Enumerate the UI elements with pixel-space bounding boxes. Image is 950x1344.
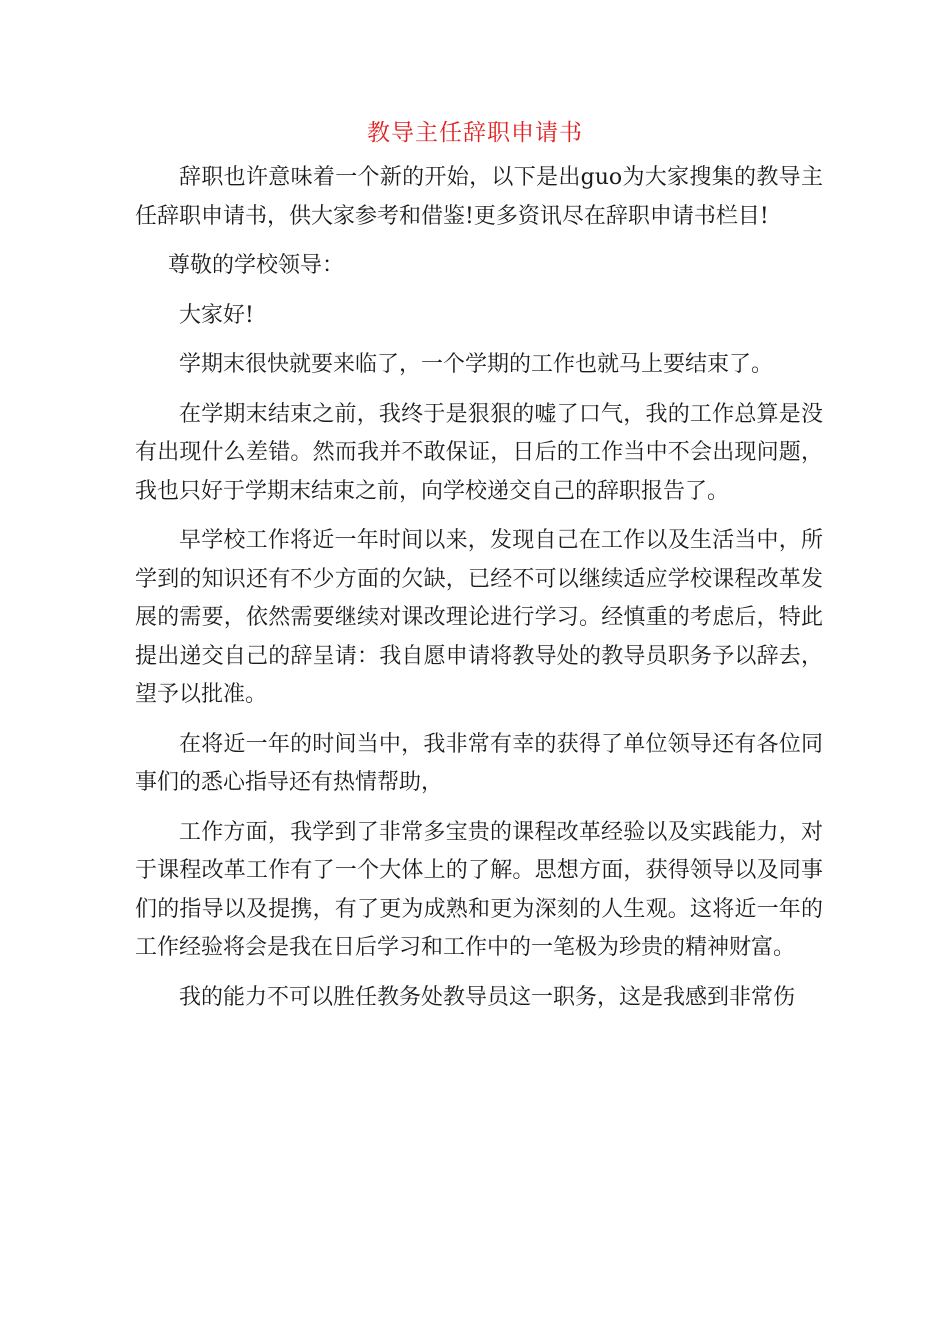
paragraph-intro: 辞职也许意味着一个新的开始，以下是出guo为大家搜集的教导主任辞职申请书，供大家参考和借鉴!更多资讯尽在辞职申请书栏目! (135, 165, 823, 229)
paragraph-salutation: 尊敬的学校领导： (168, 253, 345, 278)
paragraph-7: 工作方面，我学到了非常多宝贵的课程改革经验以及实践能力，对于课程改革工作有了一个大体上的了解。思想方面，获得领导以及同事们的指导以及提携，有了更为成熟和更为深刻的人生观。这将近一年的工作经验将会是我在日后学习和工作中的一笔极为珍贵的精神财富。 (135, 819, 823, 960)
document-body (135, 159, 823, 1028)
paragraph-6: 在将近一年的时间当中，我非常有幸的获得了单位领导还有各位同事们的悉心指导还有热情帮助， (135, 731, 823, 795)
paragraph-4: 在学期末结束之前，我终于是狠狠的嘘了口气，我的工作总算是没有出现什么差错。然而我并不敢保证，日后的工作当中不会出现问题，我也只好于学期末结束之前，向学校递交自己的辞职报告了。 (135, 401, 823, 504)
document-title: 教导主任辞职申请书 (367, 120, 583, 146)
paragraph-8: 我的能力不可以胜任教务处教导员这一职务，这是我感到非常伤 (179, 984, 796, 1010)
paragraph-greeting: 大家好! (179, 302, 254, 328)
paragraph-5: 早学校工作将近一年时间以来，发现自己在工作以及生活当中，所学到的知识还有不少方面的欠缺，已经不可以继续适应学校课程改革发展的需要，依然需要继续对课改理论进行学习。经慎重的考虑后，特此提出递交自己的辞呈请：我自愿申请将教导处的教导员职务予以辞去，望予以批准。 (135, 528, 823, 707)
paragraph-3: 学期末很快就要来临了，一个学期的工作也就马上要结束了。 (179, 352, 774, 377)
